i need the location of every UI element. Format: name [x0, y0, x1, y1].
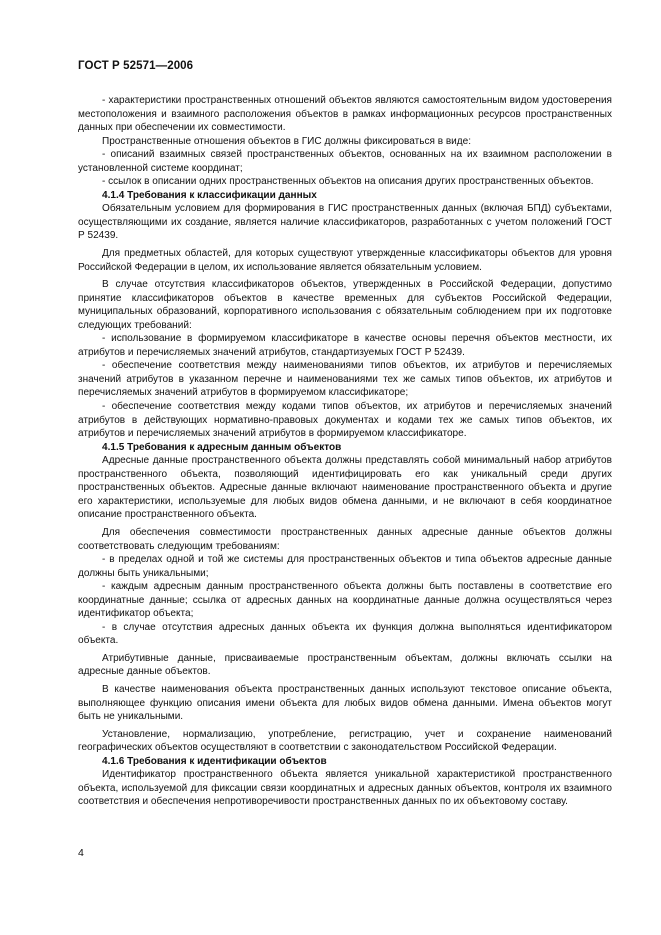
- paragraph: - каждым адресным данным пространственного объекта должны быть поставлены в соответствие его координатные данные; ссылка от адресных данных на координатные данные должна осуществляться через идентификатор объекта;: [78, 581, 612, 620]
- paragraph: - обеспечение соответствия между наименованиями типов объектов, их атрибутов и перечисляемых значений атрибутов в указанном перечне и наименованиями тех же самых типов объектов, их атрибутов и перечисляемых значений атрибутов в формируемом классификаторе;: [78, 360, 612, 399]
- paragraph: В случае отсутствия классификаторов объектов, утвержденных в Российской Федерации, допустимо принятие классификаторов объектов в качестве временных для субъектов Российской Федерации, муниципальных образований, корпоративного использования с обязательным соблюдением при их подготовке следующих требований:: [78, 279, 612, 331]
- paragraph: Обязательным условием для формирования в ГИС пространственных данных (включая БПД) субъектами, осуществляющими их создание, является наличие классификаторов, разработанных с учетом положений ГОСТ Р 52439.: [78, 203, 612, 242]
- paragraph: - характеристики пространственных отношений объектов являются самостоятельным видом удостоверения местоположения и взаимного расположения объектов в рамках информационных ресурсов пространственных данных при обеспечении их совместимости.: [78, 95, 612, 134]
- paragraph: Адресные данные пространственного объекта должны представлять собой минимальный набор атрибутов пространственного объекта, позволяющий идентифицировать его как уникальный среди других пространственных объектов. Адресные данные включают наименование пространственного объекта и другие его характеристики, используемые для любых видов обмена данными, и не включают в себя координатное описание пространственного объекта.: [78, 455, 612, 521]
- section-heading-4-1-5: 4.1.5 Требования к адресным данным объектов: [102, 441, 342, 453]
- paragraph: Для предметных областей, для которых существуют утвержденные классификаторы объектов для уровня Российской Федерации в целом, их использование является обязательным условием.: [78, 248, 612, 273]
- paragraph: Идентификатор пространственного объекта является уникальной характеристикой пространственного объекта, используемой для фиксации связи координатных и адресных данных объектов, контроля их взаимного соответствия и обеспечения непротиворечивости пространственных данных по их объектовому составу.: [78, 769, 612, 808]
- paragraph: Для обеспечения совместимости пространственных данных адресные данные объектов должны соответствовать следующим требованиям:: [78, 526, 612, 552]
- document-header: ГОСТ Р 52571—2006: [78, 60, 194, 72]
- paragraph: - в случае отсутствия адресных данных объекта их функция должна выполняться идентификатором объекта.: [78, 621, 612, 647]
- paragraph: Атрибутивные данные, присваиваемые пространственным объектам, должны включать ссылки на адресные данные объектов.: [78, 652, 612, 678]
- paragraph: - ссылок в описании одних пространственных объектов на описания других пространственных объектов.: [102, 176, 594, 188]
- section-heading-4-1-4: 4.1.4 Требования к классификации данных: [102, 189, 317, 201]
- section-heading-4-1-6: 4.1.6 Требования к идентификации объектов: [102, 755, 327, 767]
- paragraph: В качестве наименования объекта пространственных данных используют текстовое описание объекта, выполняющее функцию описания имени объекта для любых видов обмена данными. Имена объектов могут быть не уникальными.: [78, 683, 612, 723]
- page-number: 4: [78, 847, 84, 859]
- paragraph: Установление, нормализацию, употребление, регистрацию, учет и сохранение наименований географических объектов осуществляют в соответствии с законодательством Российской Федерации.: [78, 728, 612, 754]
- paragraph: Пространственные отношения объектов в ГИС должны фиксироваться в виде:: [102, 135, 472, 147]
- paragraph: - использование в формируемом классификаторе в качестве основы перечня объектов местности, их атрибутов и перечисляемых значений атрибутов, стандартизуемых ГОСТ Р 52439.: [78, 333, 612, 358]
- paragraph: - обеспечение соответствия между кодами типов объектов, их атрибутов и перечисляемых значений атрибутов в действующих нормативно-правовых документах и кодами тех же самых типов объектов, их атрибутов и перечисляемых значений атрибутов в формируемом классификаторе.: [78, 401, 612, 440]
- paragraph: - в пределах одной и той же системы для пространственных объектов и типа объектов адресные данные должны быть уникальными;: [78, 554, 612, 579]
- paragraph: - описаний взаимных связей пространственных объектов, основанных на их взаимном расположении в установленной системе координат;: [78, 149, 612, 174]
- document-body: [78, 94, 612, 809]
